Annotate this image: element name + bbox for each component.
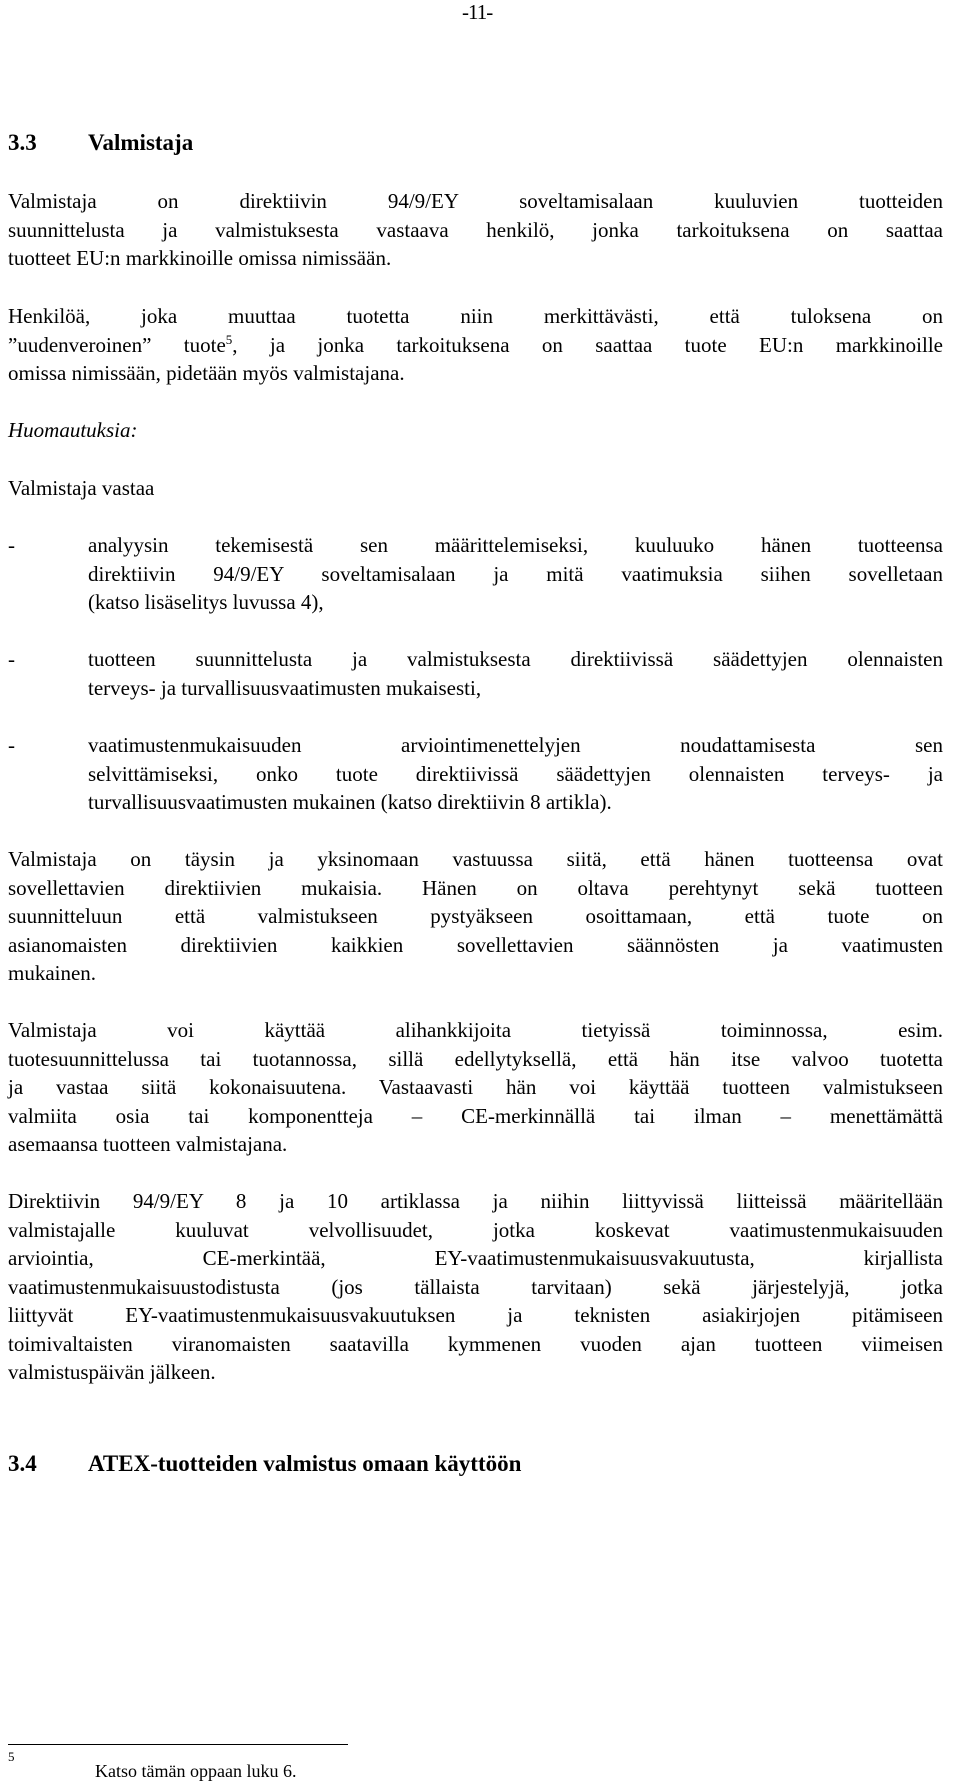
text-line: Valmistaja voi käyttää alihankkijoita tietyissä toiminnossa, esim. <box>8 1018 943 1042</box>
page-number-value: 11 <box>468 0 487 24</box>
text-line-with-footnote <box>8 331 943 360</box>
text-line: Henkilöä, joka muuttaa tuotetta niin merkittävästi, että tuloksena on <box>8 304 943 328</box>
text-line: liittyvät EY-vaatimustenmukaisuusvakuutuksen ja teknisten asiakirjojen pitämiseen <box>8 1303 943 1327</box>
text-line: vaatimustenmukaisuustodistusta (jos tällaista tarvitaan) sekä järjestelyjä, jotka <box>8 1274 943 1299</box>
text-line: arviointia, CE-merkintää, EY-vaatimustenmukaisuusvakuutusta, kirjallista <box>8 1246 943 1270</box>
text-line: terveys- ja turvallisuusvaatimusten mukaisesti, <box>88 675 482 700</box>
text-line: turvallisuusvaatimusten mukainen (katso direktiivin 8 artikla). <box>88 790 612 814</box>
section-number: 3.4 <box>8 1451 37 1476</box>
text-line: selvittämiseksi, onko tuote direktiivissä säädettyjen olennaisten terveys- ja <box>88 761 943 786</box>
text-segment: , ja jonka tarkoituksena on saattaa tuote EU:n markkinoille <box>232 332 943 357</box>
text-line: analyysin tekemisestä sen määrittelemiseksi, kuuluuko hänen tuotteensa <box>88 533 943 557</box>
list-item <box>8 645 943 702</box>
list-intro: Valmistaja vastaa <box>8 476 155 500</box>
footnote-reference: 5 <box>225 331 233 347</box>
text-line: direktiivin 94/9/EY soveltamisalaan ja mitä vaatimuksia siihen sovelletaan <box>88 561 943 586</box>
section-number: 3.3 <box>8 130 37 155</box>
section-title: ATEX-tuotteiden valmistus omaan käyttöön <box>88 1451 522 1476</box>
section-title: Valmistaja <box>88 130 194 155</box>
text-line: Valmistaja on täysin ja yksinomaan vastuussa siitä, että hänen tuotteensa ovat <box>8 847 943 871</box>
text-line: asianomaisten direktiivien kaikkien sovellettavien säännösten ja vaatimusten <box>8 932 943 957</box>
list-dash: - <box>8 647 15 671</box>
paragraph-responsibility <box>8 845 943 988</box>
text-line: tuotteet EU:n markkinoille omissa nimissään. <box>8 246 392 270</box>
text-line: valmistajalle kuuluvat velvollisuudet, jotka koskevat vaatimustenmukaisuuden <box>8 1217 943 1242</box>
page-number: -11- <box>462 0 493 24</box>
footnote-text: Katso tämän oppaan luku 6. <box>95 1761 297 1781</box>
list-dash: - <box>8 533 15 557</box>
text-line: Direktiivin 94/9/EY 8 ja 10 artiklassa ja niihin liittyvissä liitteissä määritellään <box>8 1189 943 1213</box>
text-line: asemaansa tuotteen valmistajana. <box>8 1132 288 1156</box>
text-segment: ”uudenveroinen” tuote <box>8 332 226 357</box>
text-line: ja vastaa siitä kokonaisuutena. Vastaavasti hän voi käyttää tuotteen valmistukseen <box>8 1075 943 1099</box>
list-dash: - <box>8 733 15 757</box>
list-item <box>8 531 943 617</box>
text-line: tuotteen suunnittelusta ja valmistuksesta direktiivissä säädettyjen olennaisten <box>88 647 943 671</box>
text-line: tuotesuunnittelussa tai tuotannossa, sillä edellytyksellä, että hän itse valvoo tuotetta <box>8 1046 943 1071</box>
text-line: suunnittelusta ja valmistuksesta vastaava henkilö, jonka tarkoituksena on saattaa <box>8 217 943 242</box>
paragraph-modifier <box>8 302 943 388</box>
notes-heading: Huomautuksia: <box>8 418 138 442</box>
footnote <box>8 1749 297 1781</box>
list-item <box>8 731 943 817</box>
text-line: toimivaltaisten viranomaisten saatavilla kymmenen vuoden ajan tuotteen viimeisen <box>8 1331 943 1356</box>
section-heading-3-3 <box>8 130 193 156</box>
paragraph-subcontractors <box>8 1016 943 1159</box>
section-heading-3-4 <box>8 1451 521 1477</box>
paragraph-manufacturer-definition <box>8 187 943 273</box>
text-line: omissa nimissään, pidetään myös valmistajana. <box>8 361 405 385</box>
footnote-mark: 5 <box>8 1749 15 1764</box>
footnote-separator <box>8 1744 348 1745</box>
text-line: sovellettavien direktiivien mukaisia. Hänen on oltava perehtynyt sekä tuotteen <box>8 875 943 900</box>
text-line: mukainen. <box>8 961 97 985</box>
text-line: valmistuspäivän jälkeen. <box>8 1360 216 1384</box>
text-line: (katso lisäselitys luvussa 4), <box>88 590 324 614</box>
text-line: Valmistaja on direktiivin 94/9/EY soveltamisalaan kuuluvien tuotteiden <box>8 189 943 213</box>
text-line: vaatimustenmukaisuuden arviointimenettelyjen noudattamisesta sen <box>88 733 943 757</box>
paragraph-obligations <box>8 1187 943 1387</box>
text-line: suunnitteluun että valmistukseen pystyäkseen osoittamaan, että tuote on <box>8 904 943 928</box>
text-line: valmiita osia tai komponentteja – CE-merkinnällä tai ilman – menettämättä <box>8 1103 943 1128</box>
